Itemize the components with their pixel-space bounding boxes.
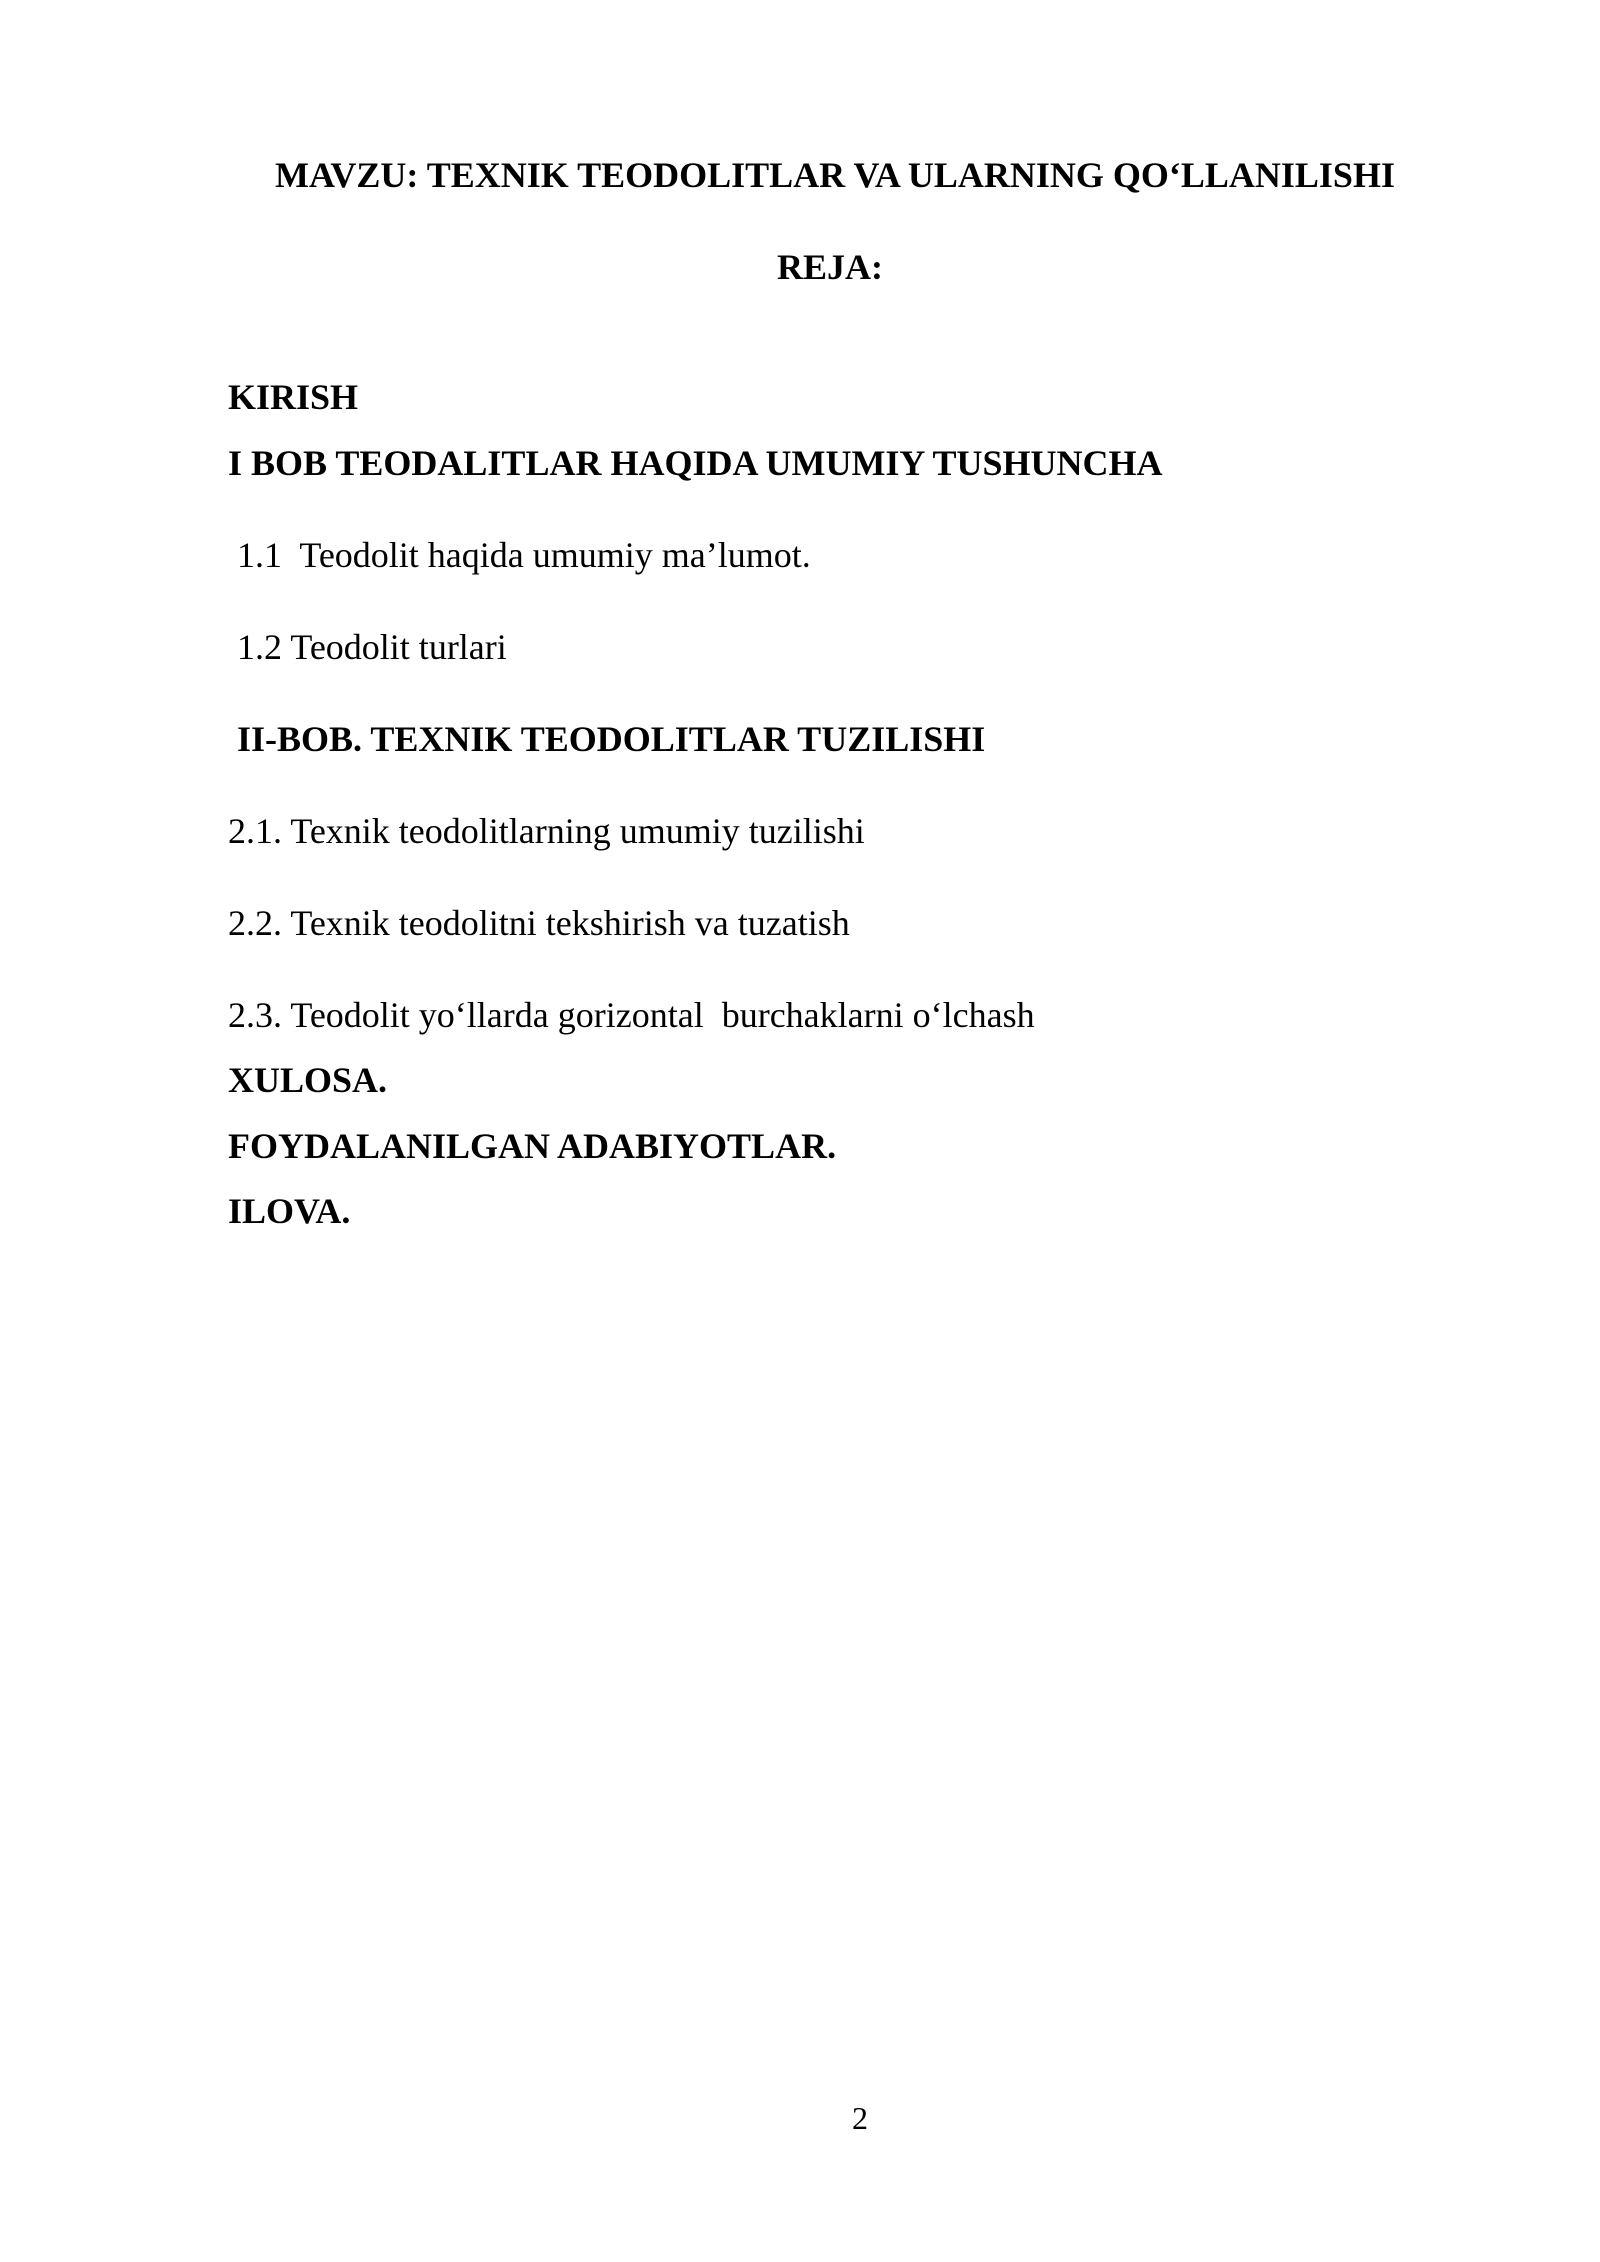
plan-item-section-1-2: 1.2 Teodolit turlari: [228, 627, 507, 667]
document-title: MAVZU: TEXNIK TEODOLITLAR VA ULARNING QO‘LLANILISHI: [275, 155, 1395, 195]
plan-item-section-1-1: 1.1 Teodolit haqida umumiy ma’lumot.: [228, 535, 811, 575]
plan-item-introduction: KIRISH: [228, 377, 359, 417]
plan-item-appendix: ILOVA.: [228, 1191, 351, 1231]
plan-item-section-2-2: 2.2. Texnik teodolitni tekshirish va tuzatish: [228, 903, 850, 943]
page-number: 2: [852, 2100, 868, 2136]
plan-heading: REJA:: [777, 247, 883, 287]
plan-item-conclusion: XULOSA.: [228, 1060, 388, 1100]
plan-item-references: FOYDALANILGAN ADABIYOTLAR.: [228, 1126, 837, 1166]
plan-item-chapter-2: II-BOB. TEXNIK TEODOLITLAR TUZILISHI: [228, 719, 986, 759]
plan-item-section-2-3: 2.3. Teodolit yo‘llarda gorizontal burchaklarni o‘lchash: [228, 995, 1035, 1035]
plan-item-section-2-1: 2.1. Texnik teodolitlarning umumiy tuzilishi: [228, 811, 865, 851]
plan-item-chapter-1: I BOB TEODALITLAR HAQIDA UMUMIY TUSHUNCHA: [228, 443, 1163, 483]
